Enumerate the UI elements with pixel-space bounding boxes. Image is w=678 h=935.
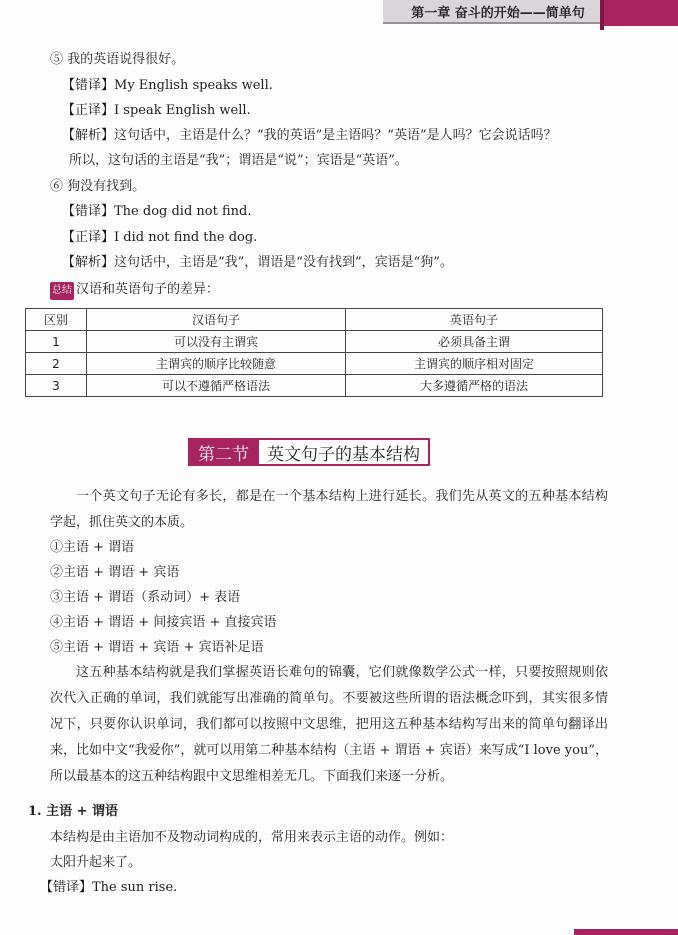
structure-item: ④主语 + 谓语 + 间接宾语 + 直接宾语 bbox=[50, 615, 277, 630]
analysis-line: 所以，这句话的主语是“我”；谓语是“说”；宾语是“英语”。 bbox=[69, 153, 408, 168]
wrong-translation bbox=[40, 879, 177, 897]
structure-item: ①主语 + 谓语 bbox=[50, 540, 135, 555]
right-tag: 【正译】 bbox=[62, 103, 115, 118]
example-title: ⑥ 狗没有找到。 bbox=[50, 179, 146, 194]
header-color-block bbox=[604, 0, 678, 26]
analysis-tag: 【解析】 bbox=[62, 128, 115, 143]
table-cell: 3 bbox=[26, 375, 87, 397]
table-cell: 主谓宾的顺序相对固定 bbox=[346, 353, 603, 375]
chapter-header bbox=[383, 0, 613, 24]
section-title: 英文句子的基本结构 bbox=[259, 438, 430, 466]
table-header-row bbox=[26, 309, 603, 331]
section-heading bbox=[188, 438, 430, 466]
comparison-table bbox=[25, 308, 603, 397]
footer-color-block bbox=[574, 929, 678, 935]
analysis bbox=[62, 254, 453, 272]
wrong-translation bbox=[62, 203, 251, 221]
table-cell: 大多遵循严格的语法 bbox=[346, 375, 603, 397]
structure-item: ③主语 + 谓语（系动词）+ 表语 bbox=[50, 590, 241, 605]
table-cell: 2 bbox=[26, 353, 87, 375]
analysis bbox=[62, 127, 557, 145]
section-number: 第二节 bbox=[188, 438, 259, 466]
correct-translation bbox=[62, 102, 251, 120]
structure-item: ⑤主语 + 谓语 + 宾语 + 宾语补足语 bbox=[50, 640, 264, 655]
table-cell: 必须具备主谓 bbox=[346, 331, 603, 353]
table-cell: 1 bbox=[26, 331, 87, 353]
wrong-text: The dog did not find. bbox=[114, 204, 252, 219]
chapter-title: 第一章 奋斗的开始——简单句 bbox=[411, 5, 585, 21]
table-row bbox=[26, 375, 603, 397]
example-title: ⑤ 我的英语说得很好。 bbox=[50, 52, 185, 67]
wrong-text: My English speaks well. bbox=[114, 78, 273, 93]
table-row bbox=[26, 353, 603, 375]
analysis-line: 这句话中，主语是什么？“我的英语”是主语吗？“英语”是人吗？它会说话吗？ bbox=[114, 128, 557, 143]
analysis-line: 这句话中，主语是“我”，谓语是“没有找到”，宾语是“狗”。 bbox=[114, 255, 453, 270]
table-header-cell: 汉语句子 bbox=[87, 309, 346, 331]
right-text: I speak English well. bbox=[114, 103, 251, 118]
structure-item: ②主语 + 谓语 + 宾语 bbox=[50, 565, 180, 580]
right-tag: 【正译】 bbox=[62, 230, 115, 245]
right-text: I did not find the dog. bbox=[114, 230, 258, 245]
subsection-example: 太阳升起来了。 bbox=[50, 855, 142, 870]
wrong-translation bbox=[62, 77, 273, 95]
body-paragraph: 这五种基本结构就是我们掌握英语长难句的锦囊，它们就像数学公式一样，只要按照规则依次代入正确的单词，我们就能写出准确的简单句。不要被这些所谓的语法概念吓到，其实很多情况下，只要你认识单词，我们都可以按照中文思维，把用这五种基本结构写出来的简单句翻译出来，比如中文“我爱你”，就可以用第二种基本结构（主语 + 谓语 + 宾语）来写成“I love you”，所以最基本的这五种结构跟中文思维相差无几。下面我们来逐一分析。 bbox=[50, 665, 608, 784]
wrong-text: The sun rise. bbox=[92, 880, 178, 895]
analysis-tag: 【解析】 bbox=[62, 255, 115, 270]
table-header-cell: 区别 bbox=[26, 309, 87, 331]
table-cell: 可以不遵循严格语法 bbox=[87, 375, 346, 397]
summary-text: 汉语和英语句子的差异： bbox=[76, 282, 220, 297]
table-cell: 主谓宾的顺序比较随意 bbox=[87, 353, 346, 375]
wrong-tag: 【错译】 bbox=[62, 78, 115, 93]
table-row bbox=[26, 331, 603, 353]
correct-translation bbox=[62, 229, 257, 247]
subsection-text: 本结构是由主语加不及物动词构成的，常用来表示主语的动作。例如： bbox=[50, 830, 454, 845]
table-cell: 可以没有主谓宾 bbox=[87, 331, 346, 353]
subsection-heading: 1. 主语 + 谓语 bbox=[28, 804, 119, 819]
wrong-tag: 【错译】 bbox=[40, 880, 93, 895]
wrong-tag: 【错译】 bbox=[62, 204, 115, 219]
table-header-cell: 英语句子 bbox=[346, 309, 603, 331]
summary-line bbox=[50, 281, 219, 300]
intro-paragraph: 一个英文句子无论有多长，都是在一个基本结构上进行延长。我们先从英文的五种基本结构学起，抓住英文的本质。 bbox=[50, 489, 608, 530]
summary-badge: 总结 bbox=[50, 282, 74, 300]
